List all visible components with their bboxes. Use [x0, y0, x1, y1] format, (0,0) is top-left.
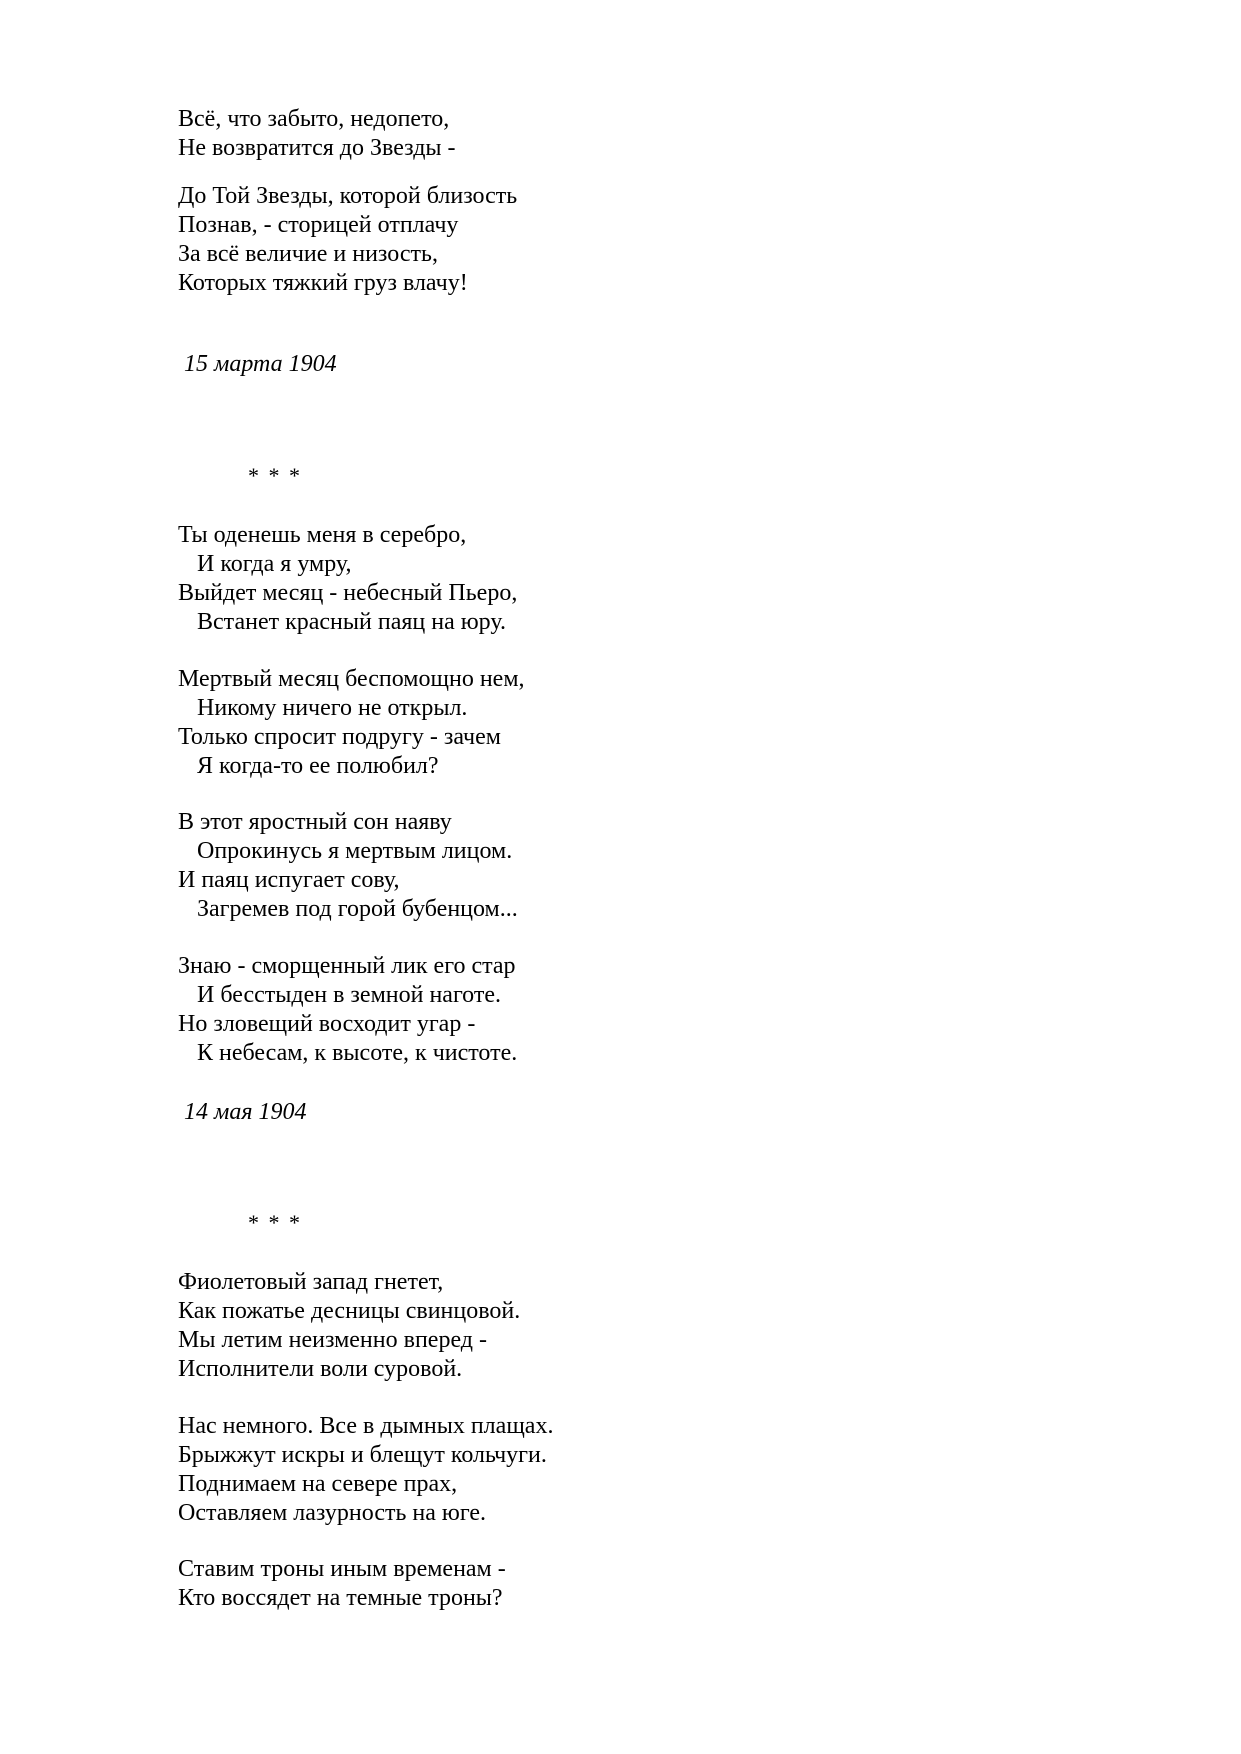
poem1-stanza2	[178, 182, 878, 298]
verse-line: Брыжжут искры и блещут кольчуги.	[178, 1442, 547, 1468]
poem3-stanza3	[178, 1555, 878, 1613]
verse-line: Опрокинусь я мертвым лицом.	[197, 838, 513, 864]
verse-line: Знаю - сморщенный лик его стар	[178, 953, 516, 979]
poem2-date: 14 мая 1904	[184, 1099, 307, 1125]
verse-line: Которых тяжкий груз влачу!	[178, 270, 468, 296]
poem2-separator: * * *	[248, 463, 302, 488]
poem2-stanza4	[178, 952, 878, 1068]
poem3-stanza1	[178, 1268, 878, 1384]
verse-line: Как пожатье десницы свинцовой.	[178, 1298, 521, 1324]
verse-line: Мертвый месяц беспомощно нем,	[178, 666, 525, 692]
verse-line: Кто воссядет на темные троны?	[178, 1585, 503, 1611]
poem1-stanza1	[178, 105, 878, 163]
poem3-stanza2	[178, 1412, 878, 1528]
verse-line: Но зловещий восходит угар -	[178, 1011, 476, 1037]
poem3-separator: * * *	[248, 1210, 302, 1235]
poem2-stanza3	[178, 808, 878, 924]
verse-line: Я когда-то ее полюбил?	[197, 753, 439, 779]
poem2-stanza1	[178, 521, 878, 637]
verse-line: Не возвратится до Звезды -	[178, 135, 456, 161]
verse-line: Нас немного. Все в дымных плащах.	[178, 1413, 554, 1439]
verse-line: До Той Звезды, которой близость	[178, 183, 518, 209]
verse-line: За всё величие и низость,	[178, 241, 438, 267]
verse-line: Исполнители воли суровой.	[178, 1356, 463, 1382]
verse-line: Всё, что забыто, недопето,	[178, 106, 450, 132]
verse-line: Мы летим неизменно вперед -	[178, 1327, 487, 1353]
verse-line: Оставляем лазурность на юге.	[178, 1500, 487, 1526]
verse-line: Загремев под горой бубенцом...	[197, 896, 518, 922]
verse-line: К небесам, к высоте, к чистоте.	[197, 1040, 518, 1066]
verse-line: Ты оденешь меня в серебро,	[178, 522, 467, 548]
verse-line: Встанет красный паяц на юру.	[197, 609, 506, 635]
verse-line: Поднимаем на севере прах,	[178, 1471, 458, 1497]
verse-line: И бесстыден в земной наготе.	[197, 982, 502, 1008]
verse-line: Только спросит подругу - зачем	[178, 724, 501, 750]
verse-line: Фиолетовый запад гнетет,	[178, 1269, 444, 1295]
verse-line: Ставим троны иным временам -	[178, 1556, 506, 1582]
verse-line: Познав, - сторицей отплачу	[178, 212, 459, 238]
verse-line: И когда я умру,	[197, 551, 352, 577]
verse-line: И паяц испугает сову,	[178, 867, 400, 893]
poem1-date: 15 марта 1904	[184, 351, 337, 377]
verse-line: Выйдет месяц - небесный Пьеро,	[178, 580, 518, 606]
poem2-stanza2	[178, 665, 878, 781]
verse-line: В этот яростный сон наяву	[178, 809, 452, 835]
verse-line: Никому ничего не открыл.	[197, 695, 468, 721]
